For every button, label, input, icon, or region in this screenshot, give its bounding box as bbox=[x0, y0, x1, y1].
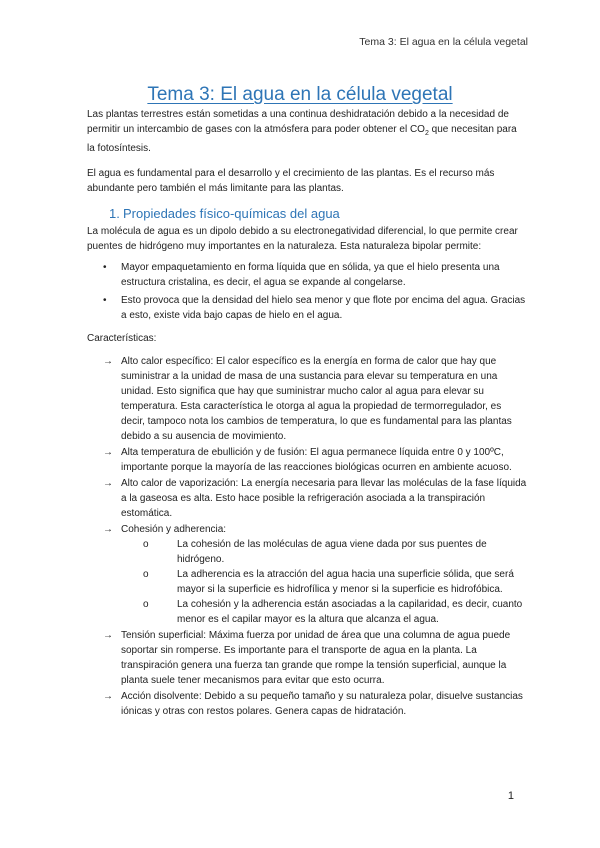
circle-bullet-icon: o bbox=[143, 569, 149, 580]
arrow-right-icon: → bbox=[103, 356, 113, 367]
arrow-right-icon: → bbox=[103, 447, 113, 458]
section-heading: 1. Propiedades físico-químicas del agua bbox=[109, 206, 340, 221]
intro-paragraph-2: El agua es fundamental para el desarrollo y el crecimiento de las plantas. Es el recurso más abundante pero también el más limitante para las plantas. bbox=[87, 168, 495, 194]
cohesion-sublist bbox=[121, 537, 527, 627]
bullet-icon: • bbox=[103, 262, 107, 273]
page-number: 1 bbox=[507, 790, 514, 802]
document-body bbox=[87, 107, 527, 720]
bullet-icon: • bbox=[103, 295, 107, 306]
bullet-list bbox=[87, 260, 527, 323]
list-item: • Esto provoca que la densidad del hielo sea menor y que flote por encima del agua. Gracias a esto, existe vida bajo capas de hielo en el agua. bbox=[103, 295, 526, 321]
circle-bullet-icon: o bbox=[143, 539, 149, 550]
caracteristicas-label: Características: bbox=[87, 333, 157, 344]
arrow-right-icon: → bbox=[103, 630, 113, 641]
sub-list-item: o La cohesión de las moléculas de agua viene dada por sus puentes de hidrógeno. bbox=[143, 539, 487, 565]
circle-bullet-icon: o bbox=[143, 599, 149, 610]
arrow-right-icon: → bbox=[103, 691, 113, 702]
list-item: → Cohesión y adherencia: o La cohesión de las moléculas de agua viene dada por sus puentes de hidrógeno. o La adherencia es la atracción del agua hacia una superficie sólida, que será mayor si la superficie es hidrofílica y menor si la superficie es hidrofóbica. o La cohesión y la adherencia están asociadas a la capilaridad, es decir, cuanto menor es el capilar mayor es la altura que alcanza el agua. bbox=[87, 522, 527, 627]
sub-list-item: o La adherencia es la atracción del agua hacia una superficie sólida, que será mayor si la superficie es hidrofílica y menor si la superficie es hidrofóbica. bbox=[143, 569, 514, 595]
running-header: Tema 3: El agua en la célula vegetal bbox=[359, 36, 528, 48]
sub-list-item: o La cohesión y la adherencia están asociadas a la capilaridad, es decir, cuanto menor es el capilar mayor es la altura que alcanza el agua. bbox=[143, 599, 523, 625]
intro-paragraph-1: Las plantas terrestres están sometidas a una continua deshidratación debido a la necesidad de permitir un intercambio de gases con la atmósfera para poder obtener el $CO_2$ que necesitan para la fotosíntesis. bbox=[87, 109, 517, 154]
list-item: → Alto calor específico: El calor específico es la energía en forma de calor que hay que suministrar a la unidad de masa de una sustancia para elevar su temperatura en una unidad. Esto significa que hay que suministrar mucho calor al agua para elevar su temperatura. Esta característica le otorga al agua la propiedad de termorregulador, es decir, tampoco nota los cambios de temperatura, lo que es fundamental para las plantas debido a su ausencia de movimiento. bbox=[103, 356, 512, 442]
arrow-right-icon: → bbox=[103, 524, 113, 535]
list-item: → Acción disolvente: Debido a su pequeño tamaño y su naturaleza polar, disuelve sustancias iónicas y otras con restos polares. Genera capas de hidratación. bbox=[103, 691, 523, 717]
list-item: → Alto calor de vaporización: La energía necesaria para llevar las moléculas de la fase líquida a la gaseosa es alta. Esto hace posible la refrigeración asociada a la transpiración estomática. bbox=[103, 478, 527, 519]
section-paragraph: La molécula de agua es un dipolo debido a su electronegatividad diferencial, lo que permite crear puentes de hidrógeno muy importantes en la naturaleza. Esta naturaleza bipolar permite: bbox=[87, 226, 518, 252]
characteristics-list bbox=[87, 354, 527, 719]
list-item: → Alta temperatura de ebullición y de fusión: El agua permanece líquida entre 0 y 100ºC, importante porque la mayoría de las reacciones biológicas ocurren en ambiente acuoso. bbox=[103, 447, 512, 473]
arrow-right-icon: → bbox=[103, 478, 113, 489]
list-item: → Tensión superficial: Máxima fuerza por unidad de área que una columna de agua puede soportar sin romperse. Es importante para el transporte de agua en la planta. La transpiración genera una fuerza tan grande que rompe la tensión superficial, aunque la planta suele tener mecanismos para evitar que esto ocurra. bbox=[103, 630, 511, 686]
list-item: • Mayor empaquetamiento en forma líquida que en sólida, ya que el hielo presenta una estructura cristalina, es decir, el agua se expande al congelarse. bbox=[103, 262, 500, 288]
page-title: Tema 3: El agua en la célula vegetal bbox=[147, 84, 453, 105]
